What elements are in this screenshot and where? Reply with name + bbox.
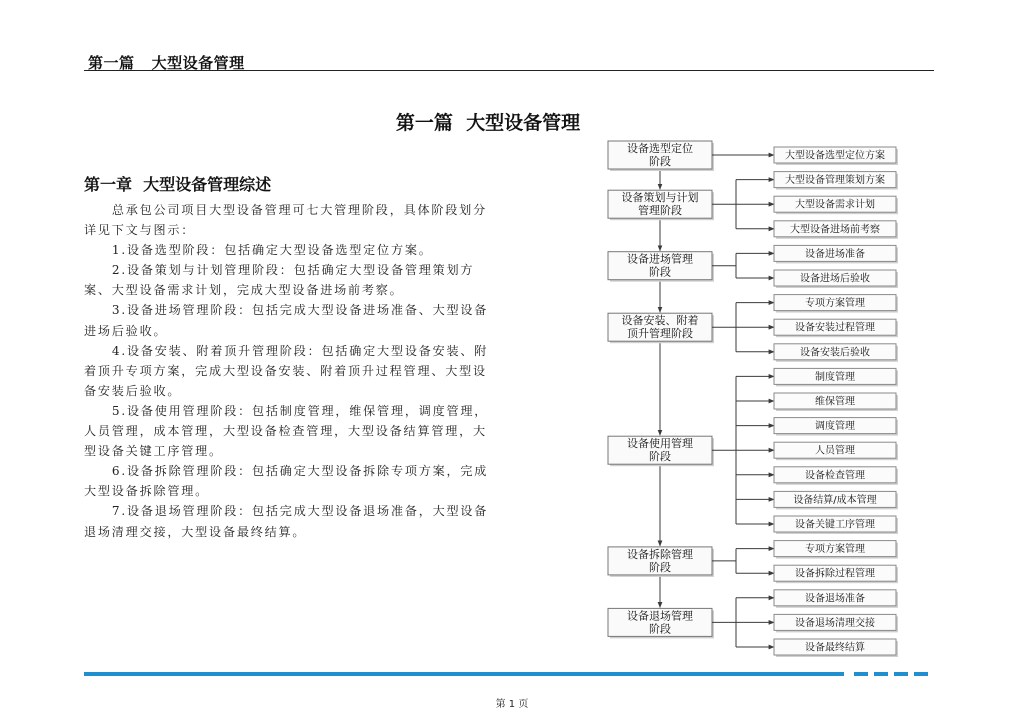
item-label: 设备进场后验收	[800, 273, 870, 285]
stage-label: 设备拆除管理	[627, 547, 693, 561]
item-label: 设备安装后验收	[800, 347, 870, 359]
page-number: 第 1 页	[495, 699, 529, 710]
running-header: 第一篇 大型设备管理	[88, 54, 245, 72]
stage-label: 设备安装、附着	[621, 314, 699, 328]
paragraph-intro: 总承包公司项目大型设备管理可七大管理阶段，具体阶段划分详见下文与图示：	[84, 203, 487, 238]
item-label: 专项方案管理	[805, 544, 865, 556]
item-label: 维保管理	[815, 396, 855, 408]
item-label: 调度管理	[815, 421, 855, 433]
stage-label: 阶段	[649, 265, 671, 279]
item-label: 设备最终结算	[805, 642, 865, 654]
stage-label: 阶段	[649, 560, 671, 574]
stage-label: 管理阶段	[638, 204, 682, 218]
footer-bar-dash	[894, 672, 908, 676]
paragraph-stage-6: 6.设备拆除管理阶段：包括确定大型设备拆除专项方案，完成大型设备拆除管理。	[84, 464, 489, 499]
stage-label: 阶段	[649, 450, 671, 464]
chapter-heading: 第一章 大型设备管理综述	[84, 175, 272, 194]
item-label: 专项方案管理	[805, 298, 865, 310]
footer-bar-solid	[84, 672, 844, 676]
item-label: 设备结算/成本管理	[793, 494, 877, 506]
item-label: 大型设备需求计划	[795, 199, 875, 211]
footer-bar	[84, 671, 934, 677]
item-label: 设备检查管理	[805, 470, 865, 482]
stage-label: 设备使用管理	[627, 437, 693, 451]
stage-label: 顶升管理阶段	[627, 327, 693, 341]
paragraph-stage-1: 1.设备选型阶段：包括确定大型设备选型定位方案。	[111, 243, 433, 258]
stage-label: 阶段	[649, 155, 671, 168]
stage-label: 设备进场管理	[627, 252, 693, 266]
stage-label: 设备选型定位	[627, 142, 693, 155]
footer-bar-dash	[854, 672, 868, 676]
stage-label: 设备退场管理	[627, 609, 693, 623]
item-label: 设备进场准备	[805, 248, 865, 260]
paragraph-stage-2: 2.设备策划与计划管理阶段：包括确定大型设备管理策划方案、大型设备需求计划，完成大型设备进场前考察。	[84, 263, 475, 298]
item-label: 制度管理	[815, 371, 855, 383]
item-label: 大型设备选型定位方案	[785, 150, 885, 162]
paragraph-stage-4: 4.设备安装、附着顶升管理阶段：包括确定大型设备安装、附着顶升专项方案，完成大型设备安装、附着顶升过程管理、大型设备安装后验收。	[84, 343, 489, 398]
paragraph-stage-7: 7.设备退场管理阶段：包括完成大型设备退场准备，大型设备退场清理交接，大型设备最终结算。	[84, 504, 489, 539]
item-label: 设备关键工序管理	[795, 519, 875, 531]
item-label: 设备安装过程管理	[795, 322, 875, 334]
item-label: 人员管理	[815, 445, 855, 457]
item-label: 设备退场准备	[805, 593, 865, 605]
footer-bar-dash	[914, 672, 928, 676]
item-label: 大型设备管理策划方案	[785, 175, 885, 187]
item-label: 设备退场清理交接	[795, 617, 875, 629]
stage-label: 阶段	[649, 622, 671, 636]
item-label: 设备拆除过程管理	[795, 568, 875, 580]
paragraph-stage-5: 5.设备使用管理阶段：包括制度管理，维保管理，调度管理，人员管理，成本管理，大型设备检查管理，大型设备结算管理，大型设备关键工序管理。	[84, 403, 489, 459]
item-label: 大型设备进场前考察	[790, 224, 880, 236]
stage-label: 设备策划与计划	[621, 191, 699, 205]
footer-bar-dash	[874, 672, 888, 676]
paragraph-stage-3: 3.设备进场管理阶段：包括完成大型设备进场准备、大型设备进场后验收。	[84, 303, 489, 338]
page-title: 第一篇 大型设备管理	[395, 112, 581, 134]
